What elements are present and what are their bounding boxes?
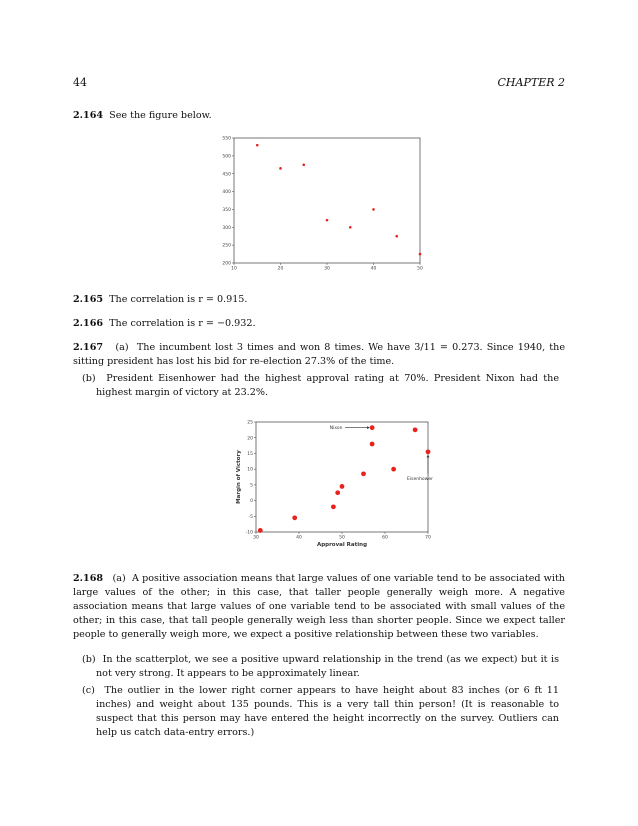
part-label: (a) [115, 342, 129, 353]
part-text: The incumbent lost 3 times and won 8 times. We have 3/11 = 0.273. Since 1940, the sitting president has lost his bid for re-election 27.3% of the time. [73, 342, 565, 367]
problem-2-167-a [73, 341, 565, 369]
data-point [372, 208, 375, 211]
y-tick-label: 25 [247, 420, 253, 426]
page-number: 44 [73, 76, 87, 89]
y-tick-label: 400 [222, 190, 231, 196]
problem-2-168-b [82, 653, 559, 681]
problem-text: See the figure below. [109, 110, 212, 121]
data-point [340, 484, 345, 489]
y-tick-label: 450 [222, 172, 231, 178]
problem-number: 2.165 [73, 294, 104, 305]
data-point [426, 449, 431, 454]
data-point [391, 467, 396, 472]
y-tick-label: 200 [222, 261, 231, 267]
problem-number: 2.164 [73, 110, 104, 121]
plot-area [256, 422, 428, 532]
data-point [292, 515, 297, 520]
part-text: A positive association means that large values of one variable tend to be associated with large values of the other; in this case, that taller people generally weigh more. A negative association means that large values of one variable tend to be associated with small values of the other; in this case, that tall people generally weigh less than shorter people. Since we expect taller people to generally weigh more, we expect a positive relationship between these two variables. [73, 573, 565, 640]
nixon-annotation: Nixon [329, 426, 343, 432]
data-point [370, 425, 375, 430]
problem-2-164 [73, 109, 565, 123]
part-label: (c) [82, 685, 95, 696]
y-tick-label: 300 [222, 225, 231, 231]
y-tick-label: 250 [222, 243, 231, 249]
part-label: (b) [82, 654, 96, 665]
y-tick-label: 10 [247, 467, 253, 473]
problem-number: 2.168 [73, 573, 104, 584]
plot-area [234, 138, 420, 263]
x-tick-label: 50 [417, 266, 423, 272]
y-tick-label: 20 [247, 436, 253, 442]
data-point [395, 235, 398, 238]
chapter-heading: CHAPTER 2 [497, 76, 565, 89]
data-point [279, 167, 282, 170]
data-point [258, 528, 263, 533]
scatter-chart-1 [208, 133, 428, 277]
part-text: The outlier in the lower right corner appears to have height about 83 inches (or 6 ft 11 inches) and weight about 135 pounds. This is a very tall thin person! (It is reasonable to suspect that this person may have entered the height incorrectly on the survey. Outliers can help us catch data-entry errors.) [96, 685, 559, 738]
y-tick-label: -10 [245, 530, 253, 536]
data-point [256, 144, 259, 147]
x-tick-label: 50 [339, 535, 345, 541]
x-tick-label: 20 [277, 266, 284, 272]
x-tick-label: 10 [231, 266, 237, 272]
data-point [349, 226, 352, 229]
data-point [361, 471, 366, 476]
data-point [302, 163, 305, 166]
problem-2-168-c [82, 684, 559, 740]
part-text: In the scatterplot, we see a positive upward relationship in the trend (as we expect) but it is not very strong. It appears to be approximately linear. [96, 654, 559, 679]
y-tick-label: 0 [250, 499, 253, 505]
data-point [326, 219, 329, 222]
part-label: (b) [82, 373, 96, 384]
problem-2-165 [73, 293, 565, 307]
y-tick-label: -5 [248, 514, 253, 520]
part-text: President Eisenhower had the highest approval rating at 70%. President Nixon had the highest margin of victory at 23.2%. [96, 373, 559, 398]
y-tick-label: 350 [222, 208, 231, 214]
problem-2-166 [73, 317, 565, 331]
data-point [419, 253, 422, 256]
y-tick-label: 550 [222, 136, 231, 142]
problem-2-167-b [82, 372, 559, 400]
x-axis-label: Approval Rating [316, 542, 368, 548]
part-label: (a) [112, 573, 126, 584]
x-tick-label: 60 [382, 535, 388, 541]
x-tick-label: 30 [324, 266, 330, 272]
problem-number: 2.166 [73, 318, 104, 329]
data-point [370, 442, 375, 447]
x-tick-label: 40 [370, 266, 377, 272]
x-tick-label: 40 [296, 535, 302, 541]
y-tick-label: 5 [250, 483, 253, 489]
y-tick-label: 15 [247, 452, 253, 458]
x-tick-label: 30 [253, 535, 259, 541]
y-axis-label: Margin of Victory [236, 450, 242, 504]
scatter-chart-2 [226, 418, 436, 556]
problem-text: The correlation is r = −0.932. [109, 318, 256, 329]
problem-number: 2.167 [73, 342, 104, 353]
eisenhower-annotation: Eisenhower [407, 476, 433, 482]
problem-2-168-a [73, 572, 565, 642]
data-point [413, 427, 418, 432]
data-point [331, 504, 336, 509]
data-point [335, 490, 340, 495]
y-tick-label: 500 [222, 154, 231, 160]
x-tick-label: 70 [425, 535, 431, 541]
problem-text: The correlation is r = 0.915. [109, 294, 248, 305]
